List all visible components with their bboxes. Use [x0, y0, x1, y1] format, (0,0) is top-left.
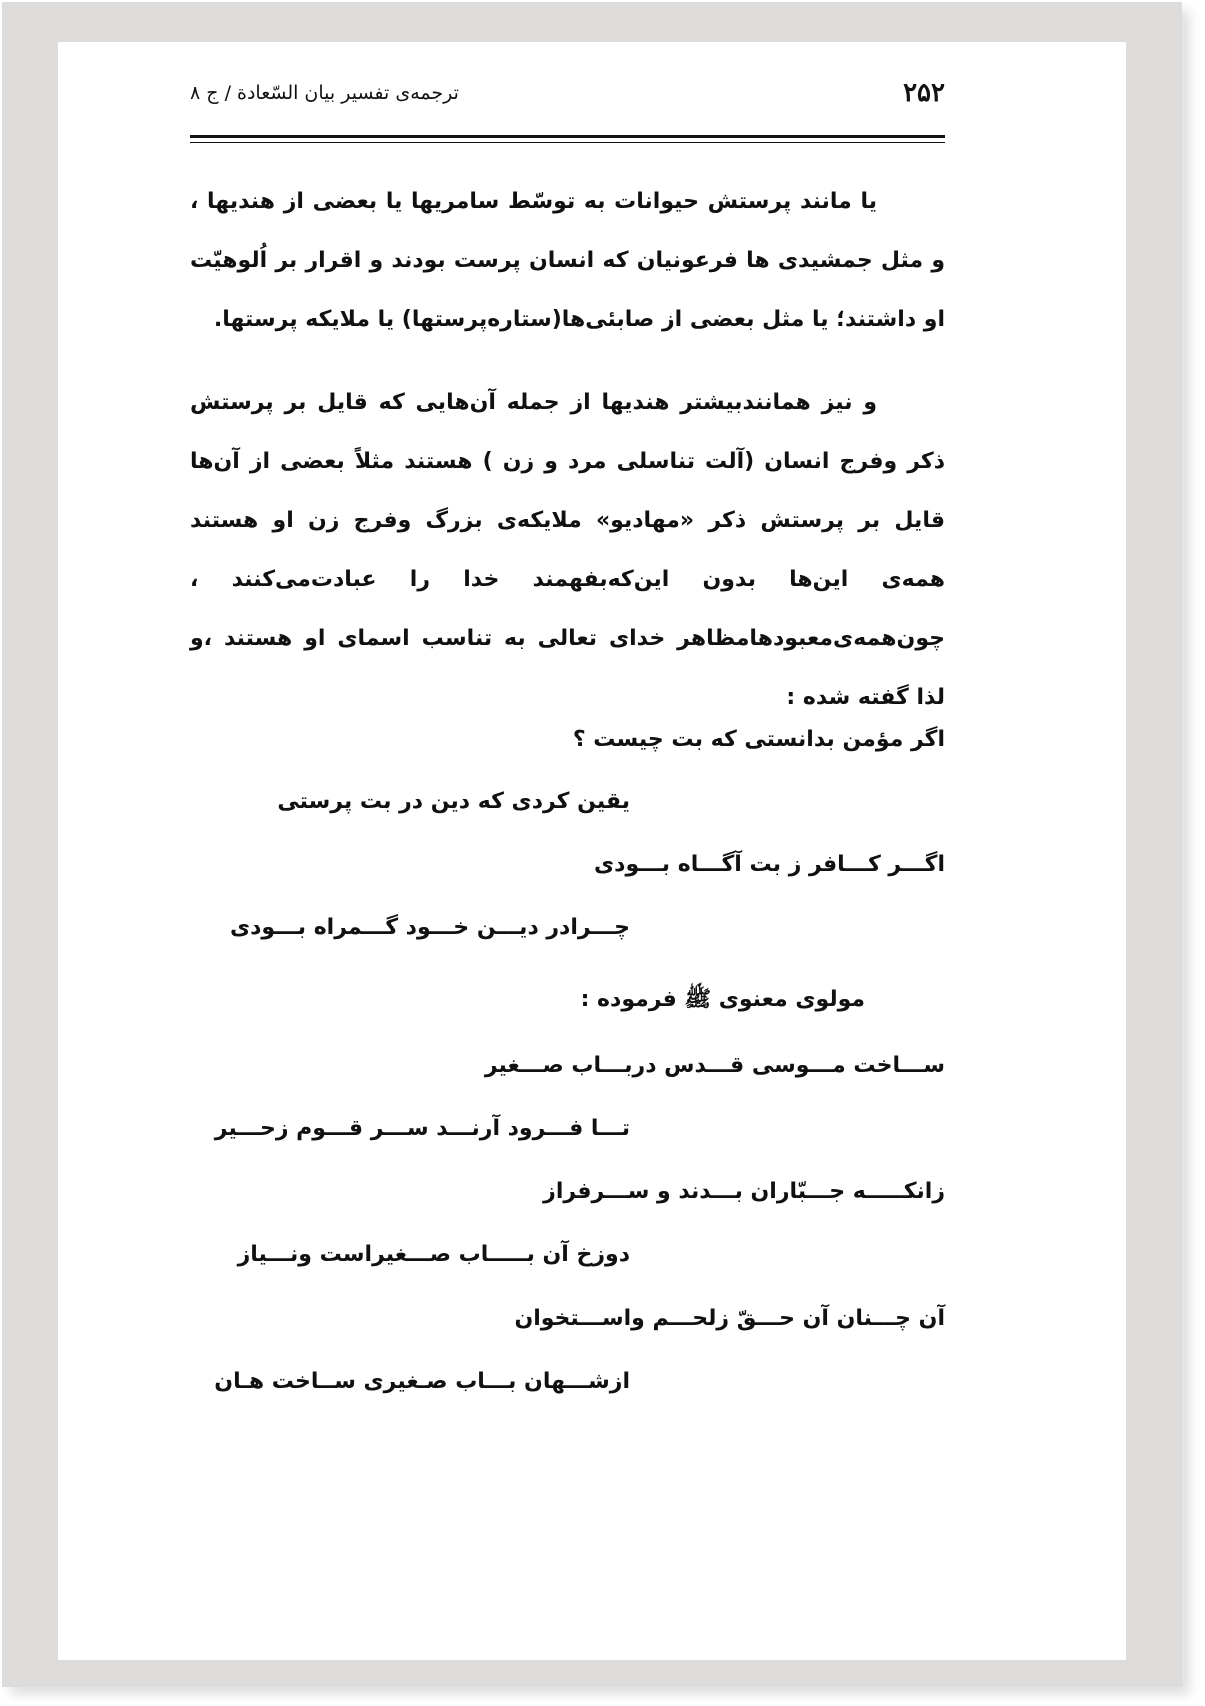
paragraph-text: و نیز همانندبیشتر هندیها از جمله آن‌هایی که قایل بر پرستش ذکر وفرج انسان (آلت تناسلی مرد و زن ) هستند مثلاً بعضی از آن‌ها قایل بر پرستش ذکر «مهادیو» ملایکه‌ی بزرگ وفرج زن او هستند همه‌ی این‌ها بدون این‌که‌بفهمند خدا را عبادت‌می‌کنند ، چون‌همه‌ی‌معبودها‌مظاهر خدای تعالی به تناسب اسمای او هستند ،و لذا گفته شده :	[190, 390, 945, 710]
poem-2-verse-4: دوزخ آن بـــــاب صـــغیراست ونـــیاز	[237, 1242, 630, 1267]
header-rule-thick	[190, 135, 945, 138]
poem-2-verse-5: آن چـــنان آن حـــقّ زلحـــم واســـتخوان	[514, 1306, 945, 1331]
poem-2-verse-1: ســـاخت مـــوسی قـــدس دربـــاب صـــغیر	[484, 1053, 945, 1078]
poem-2-verse-2: تـــا فـــرود آرنـــد ســـر قـــوم زحـــیر	[214, 1116, 630, 1141]
paragraph-text: یا مانند پرستش حیوانات به توسّط سامریها یا بعضی از هندیها ، و مثل جمشیدی ها فرعونیان که انسان پرست بودند و اقرار بر اُلوهیّت او داشتند؛ یا مثل بعضی از صابئی‌ها(ستاره‌پرستها) یا ملایکه پرستها.	[190, 189, 945, 332]
body-paragraph	[190, 172, 945, 349]
running-title: ترجمه‌ی تفسیر بیان السّعادة / ج ۸	[190, 82, 459, 104]
poem-1-verse-2: یقین کردی که دین در بت پرستی	[277, 789, 630, 814]
poem-1-verse-4: چـــرادر دیـــن خـــود گـــمراه بـــودی	[229, 915, 630, 940]
poem-2-verse-6: ازشـــهان بـــاب صـغیری ســاخت هـان	[214, 1369, 630, 1394]
poem-1-verse-3: اگـــر کـــافر ز بت آگـــاه بـــودی	[593, 852, 945, 877]
poem-1-verse-1: اگر مؤمن بدانستی که بت چیست ؟	[572, 727, 945, 752]
page-number: ۲۵۲	[903, 78, 945, 108]
page-header	[190, 78, 945, 118]
poet-intro: مولوی معنوی ﷺ فرموده :	[580, 987, 865, 1012]
poem-2-verse-3: زانکـــــه جـــبّاران بـــدند و ســـرفراز	[543, 1179, 945, 1204]
body-paragraph	[190, 373, 945, 727]
header-rule-thin	[190, 142, 945, 143]
